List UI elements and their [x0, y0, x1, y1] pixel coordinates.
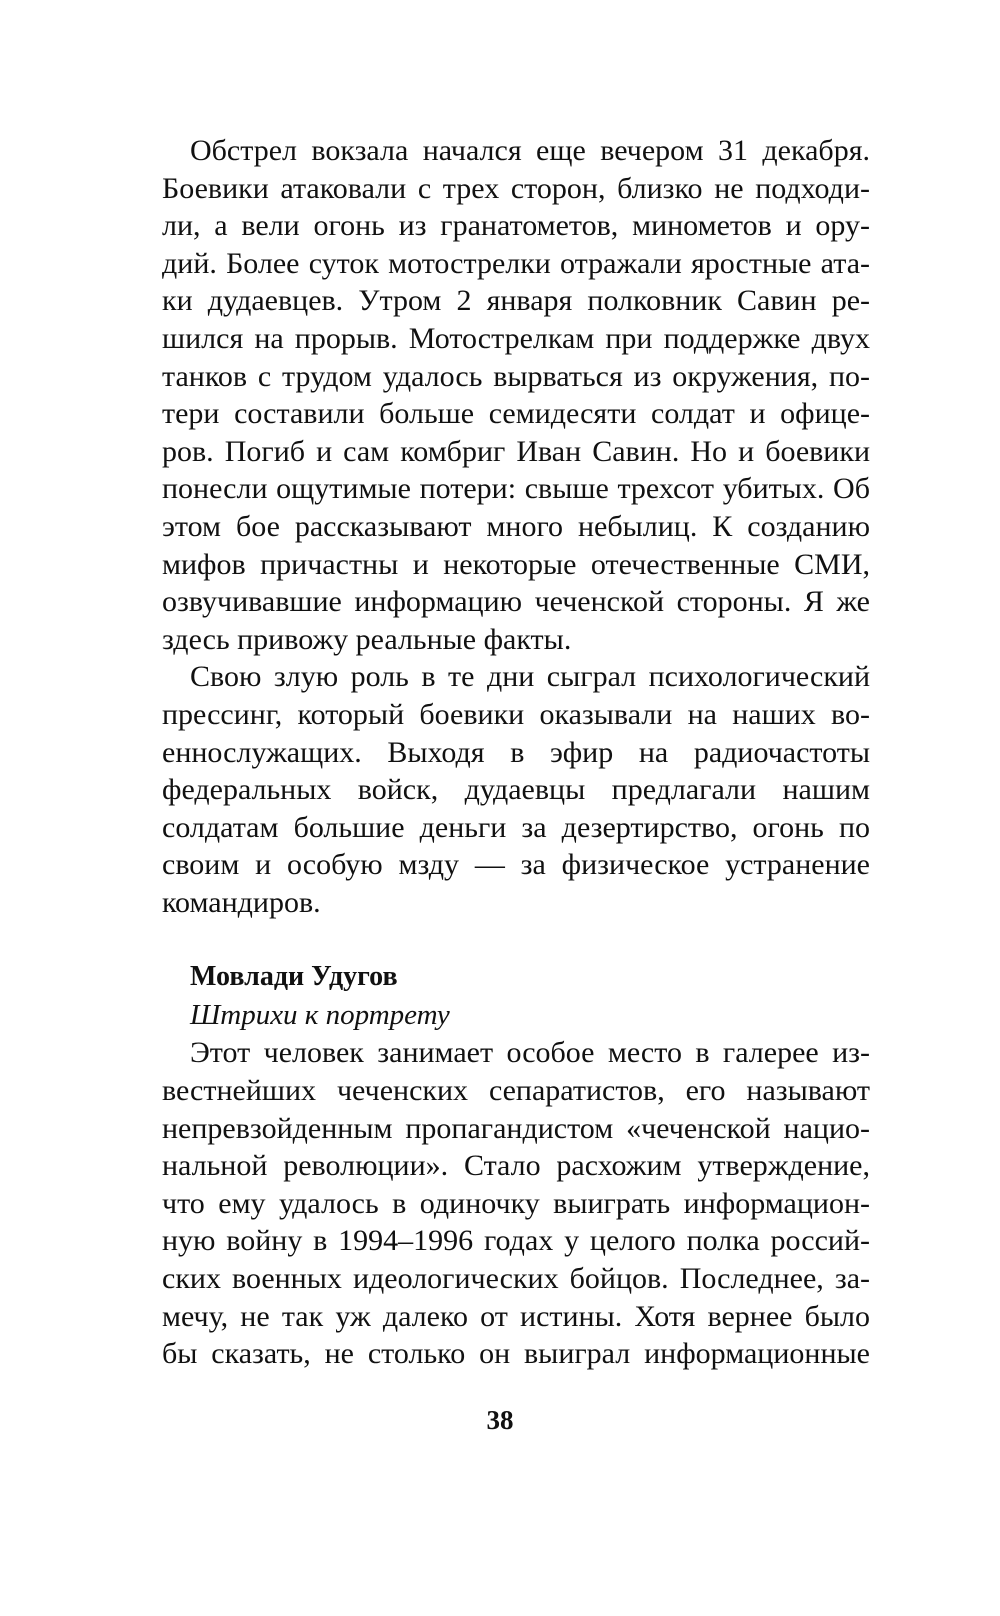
page-body [162, 132, 870, 1373]
text-line: вестнейших чеченских сепаратистов, его называют [162, 1074, 870, 1108]
section-title: Мовлади Удугов [190, 961, 398, 993]
text-line: озвучивавшие информацию чеченской стороны. Я же [162, 585, 870, 619]
paragraph-2 [162, 658, 870, 921]
text-line: ров. Погиб и сам комбриг Иван Савин. Но и боевики [162, 434, 870, 468]
text-line: мечу, не так уж далеко от истины. Хотя вернее было [162, 1299, 870, 1333]
text-line: Свою злую роль в те дни сыграл психологический [190, 660, 870, 694]
text-line: непревзойденным пропагандистом «чеченской нацио- [162, 1111, 870, 1145]
paragraph-3 [162, 1034, 870, 1372]
text-line: ских военных идеологических бойцов. Последнее, за- [162, 1262, 870, 1296]
text-line: ли, а вели огонь из гранатометов, минометов и ору- [162, 209, 870, 243]
text-line: солдатам большие деньги за дезертирство, огонь по [162, 810, 870, 844]
text-line: прессинг, который боевики оказывали на наших во- [162, 697, 870, 731]
text-line: шился на прорыв. Мотострелкам при поддержке двух [162, 321, 870, 355]
section-heading [162, 958, 870, 1034]
text-line: что ему удалось в одиночку выиграть информацион- [162, 1186, 870, 1220]
text-line: Обстрел вокзала начался еще вечером 31 декабря. [190, 134, 870, 167]
page-number: 38 [486, 1405, 514, 1435]
text-line: федеральных войск, дудаевцы предлагали нашим [162, 773, 870, 807]
text-line: этом бое рассказывают много небылиц. К созданию [162, 509, 870, 543]
text-line: понесли ощутимые потери: свыше трехсот убитых. Об [162, 472, 870, 506]
text-line: здесь привожу реальные факты. [162, 622, 572, 656]
text-line: еннослужащих. Выходя в эфир на радиочастоты [162, 735, 870, 769]
text-line: командиров. [162, 885, 321, 919]
text-line: мифов причастны и некоторые отечественные СМИ, [162, 547, 870, 581]
text-line: танков с трудом удалось вырваться из окружения, по- [162, 359, 870, 393]
section-subtitle: Штрихи к портрету [190, 999, 450, 1032]
text-line: Этот человек занимает особое место в галерее из- [190, 1036, 870, 1070]
text-line: ки дудаевцев. Утром 2 января полковник Савин ре- [162, 284, 870, 318]
paragraph-1 [162, 132, 870, 658]
text-line: тери составили больше семидесяти солдат и офице- [162, 397, 870, 431]
text-line: дий. Более суток мотострелки отражали яростные ата- [162, 246, 870, 280]
text-line: Боевики атаковали с трех сторон, близко не подходи- [162, 171, 870, 205]
text-line: бы сказать, не столько он выиграл информационные [162, 1337, 870, 1371]
text-line: нальной революции». Стало расхожим утверждение, [162, 1149, 870, 1183]
text-line: своим и особую мзду — за физическое устранение [162, 848, 870, 882]
text-line: ную войну в 1994–1996 годах у целого полка россий- [162, 1224, 870, 1258]
